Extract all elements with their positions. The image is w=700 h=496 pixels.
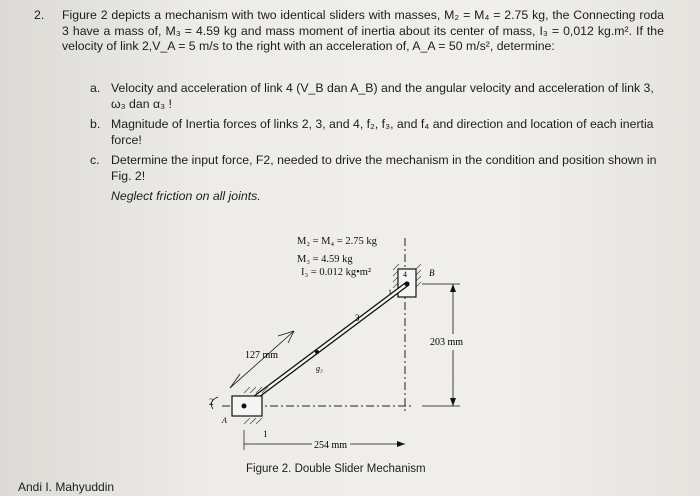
link1-bottom-label: 1 (263, 429, 268, 439)
param-masses: M₂ = M₄ = 2.75 kg (297, 236, 377, 247)
g3-label: g₃ (316, 364, 323, 373)
center-of-mass-g3 (315, 350, 319, 354)
item-b-label: b. (90, 117, 101, 131)
friction-note: Neglect friction on all joints. (111, 189, 261, 203)
item-b (90, 117, 666, 148)
item-a-label: a. (90, 81, 101, 95)
item-c-label: c. (90, 153, 100, 167)
item-c-text: Determine the input force, F2, needed to drive the mechanism in the condition and position shown in Fig. 2! (111, 153, 657, 183)
figure-caption: Figure 2. Double Slider Mechanism (246, 463, 426, 475)
item-a (90, 81, 666, 112)
mechanism-figure (200, 228, 490, 464)
link4-label: 4 (403, 270, 407, 279)
param-m3: M₃ = 4.59 kg (297, 254, 353, 265)
dim-127-label: 127 mm (245, 350, 279, 361)
author-name: Andi I. Mahyuddin (18, 480, 115, 494)
link1-top-label: 1 (388, 288, 392, 297)
dim-203-label: 203 mm (430, 337, 464, 348)
link3-label: 3 (355, 313, 360, 323)
question-number: 2. (34, 8, 45, 22)
question-intro: Figure 2 depicts a mechanism with two identical sliders with masses, M₂ = M₄ = 2.75 kg, the Connecting roda 3 have a mass of, M₃ = 4.59 kg and mass moment of inertia about its center of mass, I₃ = 0,012 kg.m². If the velocity of link 2,V_A = 5 m/s to the right with an acceleration of, A_A = 50 m/s², determine: (62, 8, 664, 53)
point-b-label: B (429, 268, 435, 278)
item-a-text: Velocity and acceleration of link 4 (V_B dan A_B) and the angular velocity and acceleration of link 3, ω₃ dan α₃ ! (111, 81, 654, 111)
dim-254-label: 254 mm (314, 440, 348, 451)
param-i3: I₃ = 0.012 kg•m² (301, 267, 372, 278)
item-b-text: Magnitude of Inertia forces of links 2, 3, and 4, f₂, f₃, and f₄ and direction and location of each inertia force! (111, 117, 654, 147)
slider-a (232, 396, 262, 416)
item-c (90, 153, 666, 184)
link2-label: 2 (209, 397, 214, 407)
point-a-label: A (222, 416, 227, 425)
